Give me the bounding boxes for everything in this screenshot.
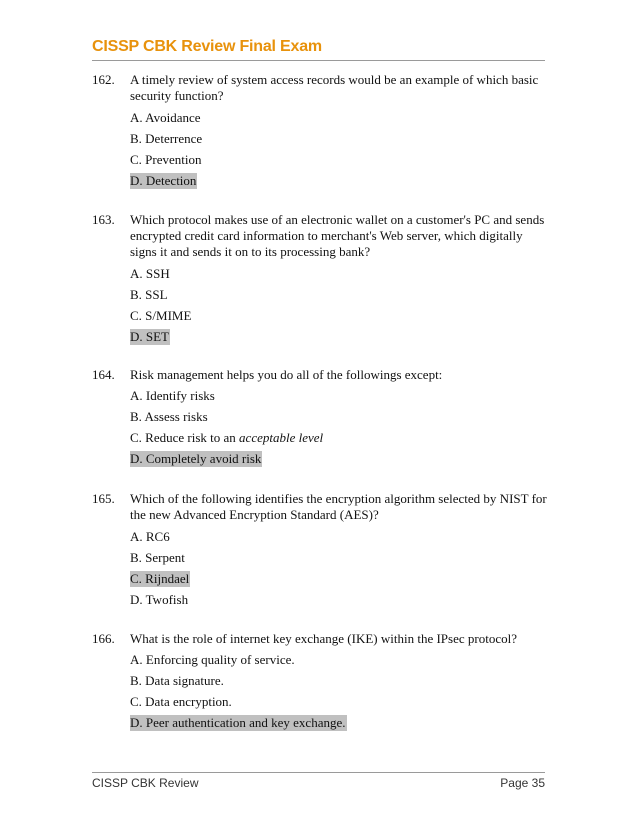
- question-text: Which of the following identifies the encryption algorithm selected by NIST for the new Advanced Encryption Standard (AES)?: [130, 491, 547, 522]
- option-a: A. Enforcing quality of service.: [130, 652, 295, 667]
- question-number: 162.: [92, 72, 115, 87]
- option-d-highlighted: D. Completely avoid risk: [130, 451, 262, 466]
- option-d: D. Twofish: [130, 592, 189, 607]
- footer-title: CISSP CBK Review: [92, 776, 199, 790]
- option-b: B. Assess risks: [130, 409, 208, 424]
- question-text: What is the role of internet key exchange (IKE) within the IPsec protocol?: [130, 631, 517, 646]
- option-a: A. Identify risks: [130, 388, 215, 403]
- option-b: B. Data signature.: [130, 673, 224, 688]
- question-number: 164.: [92, 367, 115, 382]
- footer-divider: [92, 772, 545, 773]
- question-text: Which protocol makes use of an electronic wallet on a customer's PC and sends encrypted credit card information to merchant's Web server, which digitally signs it and sends it on to its processing bank?: [130, 212, 545, 259]
- option-c: C. S/MIME: [130, 308, 192, 323]
- question-number: 163.: [92, 212, 115, 227]
- option-c: C. Prevention: [130, 152, 202, 167]
- option-c: [130, 430, 324, 446]
- option-c-highlighted: C. Rijndael: [130, 571, 190, 586]
- option-d-highlighted: D. Peer authentication and key exchange.: [130, 715, 346, 730]
- option-c-text: C. Reduce risk to an: [130, 430, 240, 445]
- option-b: B. Serpent: [130, 550, 185, 565]
- question-text: A timely review of system access records would be an example of which basic security function?: [130, 72, 539, 103]
- question-number: 165.: [92, 491, 115, 506]
- option-b: B. SSL: [130, 287, 168, 302]
- option-a: A. SSH: [130, 266, 170, 281]
- question-number: 166.: [92, 631, 115, 646]
- option-a: A. Avoidance: [130, 110, 201, 125]
- option-c: C. Data encryption.: [130, 694, 232, 709]
- option-c-emphasis: acceptable level: [239, 430, 324, 445]
- page-header-title: CISSP CBK Review Final Exam: [92, 38, 322, 55]
- header-divider: [92, 60, 545, 61]
- question-text: Risk management helps you do all of the followings except:: [130, 367, 443, 382]
- option-d-highlighted: D. SET: [130, 329, 169, 344]
- option-d-highlighted: D. Detection: [130, 173, 197, 188]
- option-a: A. RC6: [130, 529, 170, 544]
- page-number: Page 35: [500, 776, 545, 790]
- option-b: B. Deterrence: [130, 131, 203, 146]
